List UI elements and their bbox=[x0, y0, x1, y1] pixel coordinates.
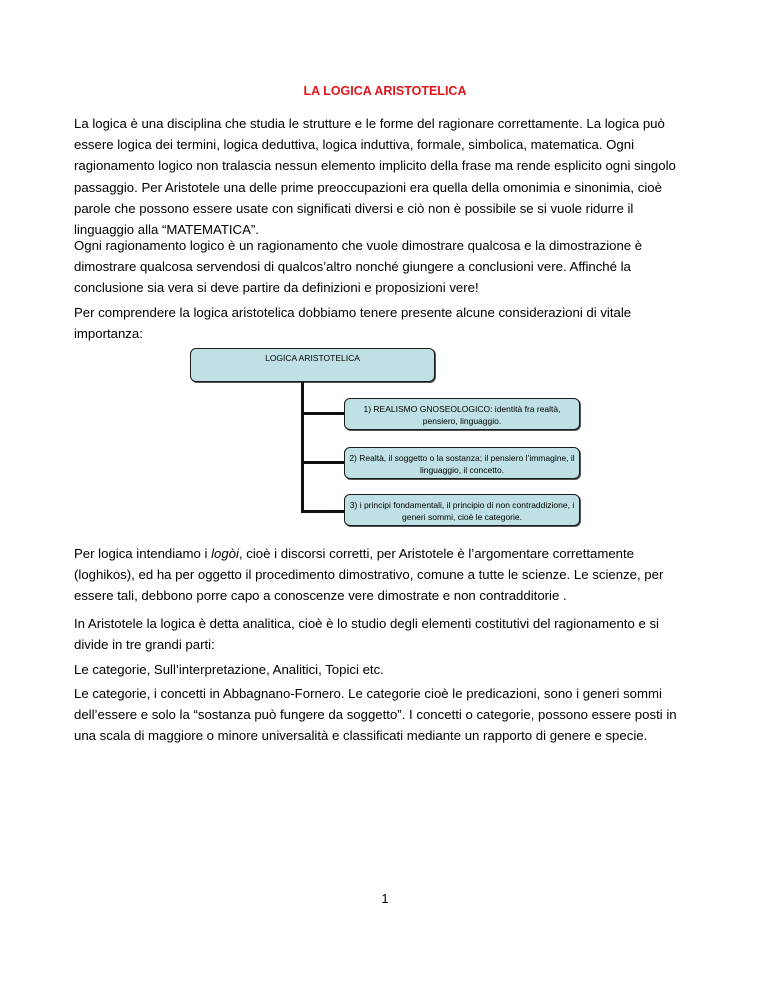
page-number: 1 bbox=[381, 891, 389, 906]
paragraph-logoi-start: Per logica intendiamo i bbox=[74, 546, 212, 561]
paragraph-dimostrazione: Ogni ragionamento logico è un ragionamento che vuole dimostrare qualcosa e la dimostrazione è dimostrare qualcosa servendosi di qualcos’altro nonché giungere a conclusioni vere. Affinché la conclusione sia vera si deve partire da definizioni e proposizioni vere! bbox=[74, 238, 643, 296]
paragraph-categorie: Le categorie, i concetti in Abbagnano-Fornero. Le categorie cioè le predicazioni, sono i generi sommi dell’essere e solo la “sostanza può fungere da soggetto”. I concetti o categorie, possono essere posti in una scala di maggiore o minore universalità e classificati mediante un rapporto di genere e specie. bbox=[74, 686, 677, 744]
paragraph-logoi-italic: logòi bbox=[211, 546, 239, 561]
paragraph-analitica: In Aristotele la logica è detta analitica, cioè è lo studio degli elementi costitutivi del ragionamento e si divide in tre grandi parti: bbox=[74, 616, 659, 653]
paragraph-logoi-end: , cioè i discorsi corretti, per Aristotele è l’argomentare correttamente (loghikos), ed ha per oggetto il procedimento dimostrativo, comune a tutte le scienze. Le scienze, per essere tali, debbono porre capo a conoscenze vere dimostrate e non contradditorie . bbox=[74, 546, 664, 604]
diagram-connector-vertical bbox=[301, 382, 304, 513]
paragraph-considerazioni: Per comprendere la logica aristotelica dobbiamo tenere presente alcune considerazioni di vitale importanza: bbox=[74, 305, 632, 342]
diagram-connector-3 bbox=[301, 510, 345, 513]
diagram-child-box-1: 1) REALISMO GNOSEOLOGICO: identità fra realtà, pensiero, linguaggio. bbox=[344, 398, 580, 430]
paragraph-parti: Le categorie, Sull’interpretazione, Analitici, Topici etc. bbox=[74, 662, 384, 677]
diagram-root-box: LOGICA ARISTOTELICA bbox=[190, 348, 435, 382]
diagram-child-box-3: 3) i principi fondamentali, il principio di non contraddizione, i generi sommi, cioè le categorie. bbox=[344, 494, 580, 526]
paragraph-logoi bbox=[74, 543, 696, 607]
paragraph-intro: La logica è una disciplina che studia le strutture e le forme del ragionare correttamente. La logica può essere logica dei termini, logica deduttiva, logica induttiva, formale, simbolica, matematica. Ogni ragionamento logico non tralascia nessun elemento implicito della frase ma rende esplicito ogni singolo passaggio. Per Aristotele una delle prime preoccupazioni era quella della omonimia e sinonimia, cioè parole che possono essere usate con significati diversi e ciò non è possibile se si vuole ridurre il linguaggio alla “MATEMATICA”. bbox=[74, 116, 676, 238]
diagram-connector-1 bbox=[301, 412, 345, 415]
page-title: LA LOGICA ARISTOTELICA bbox=[303, 84, 467, 98]
diagram-child-box-2: 2) Realtà, il soggetto o la sostanza; il pensiero l’immagine, il linguaggio, il concetto. bbox=[344, 447, 580, 479]
diagram-connector-2 bbox=[301, 461, 345, 464]
